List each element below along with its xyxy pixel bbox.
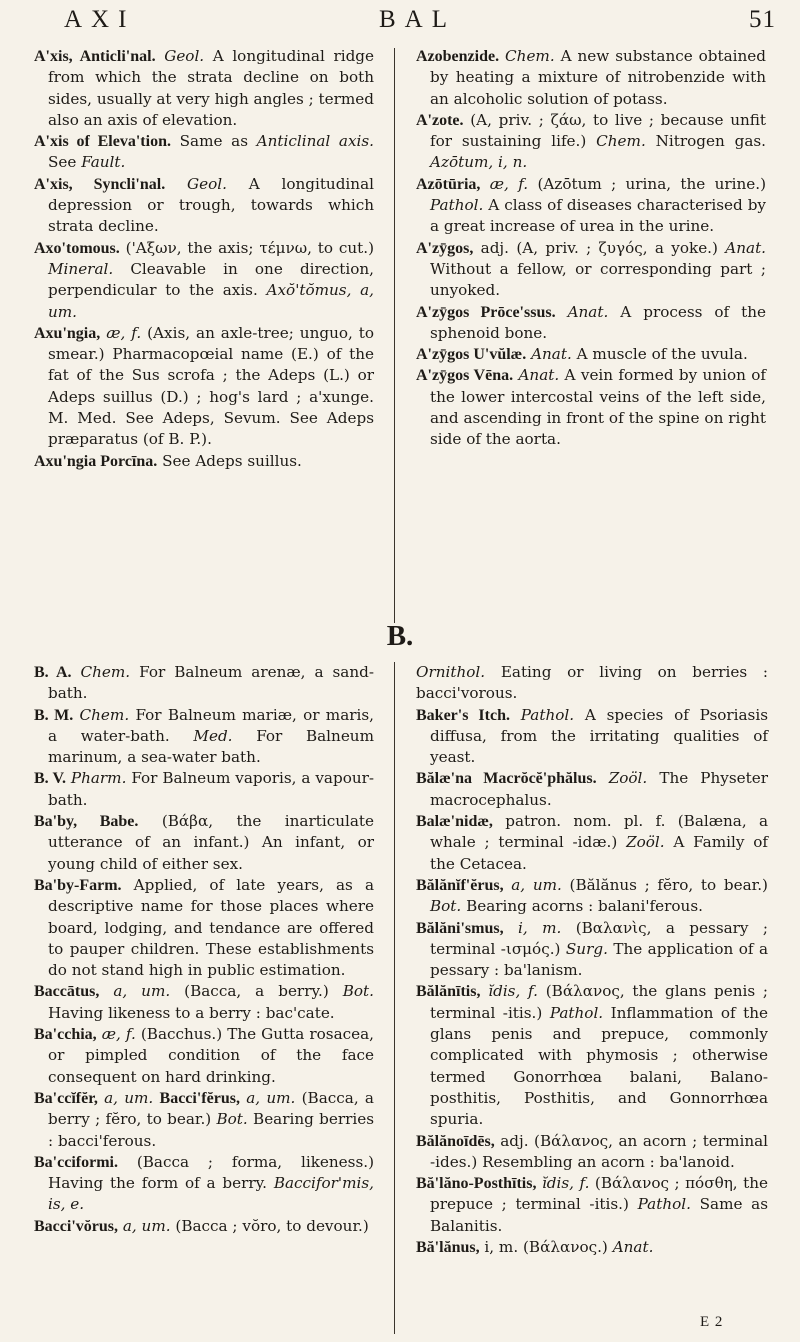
field-tag: Pathol. [549,1003,604,1022]
field-tag: Pathol. [520,705,575,724]
entry-baccivorus-continued [416,662,768,705]
field-tag: Anat. [567,302,609,321]
field-tag: Chem. [79,705,130,724]
grammar: æ, f. [101,1025,136,1044]
definition: Same as Balanitis. [430,1195,769,1235]
headword: Axu'ngia Porcīna. [34,452,158,470]
headword: Azobenzide. [416,48,500,65]
headword: A'xis, Anticli'nal. [34,48,156,65]
entry-balanismus [416,918,768,982]
etymology: ('Aξων, the axis; τέμνω, to cut.) [125,238,374,257]
field-tag: Pathol. [430,196,484,215]
field-tag: Anat. [531,345,572,364]
field-tag: Zoöl. [608,769,648,788]
definition: A class of diseases characterised by a great increase of urea in the urine. [430,196,767,236]
field-tag: Pharm. [70,769,127,788]
grammar: ĭdis, f. [488,982,538,1001]
definition: Same as [179,132,248,151]
entry-axis-anticlinal [34,46,374,131]
column-bottom-left [34,662,374,1237]
definition: Nitrogen gas. [655,132,767,151]
definition: A species of Psoriasis diffusa, from the irritating qualities of yeast. [430,705,769,767]
headword: Ba'cchia, [34,1026,97,1044]
etymology: (Bacca, a berry.) [184,982,329,1001]
grammar: æ, f. [106,323,142,342]
field-tag: Anat. [612,1238,654,1257]
field-tag: Bot. [430,897,462,916]
definition: A muscle of the uvula. [576,345,748,364]
grammar: a, um. [104,1088,154,1107]
column-divider [394,662,395,1334]
entry-balaena [416,768,768,811]
entry-balano-posthitis [416,1173,768,1237]
definition: A new substance obtained by heating a mixture of nitrobenzide with an alcoholic solution of potass. [430,47,767,108]
grammar: ĭdis, f. [541,1174,590,1193]
headword: Bălănĭf'ĕrus, [416,876,504,894]
headword: Bălăni'smus, [416,919,504,937]
grammar: adj. [500,1131,529,1150]
headword: A'zȳgos Vēna. [416,367,514,385]
headword: Bacci'vŏrus, [34,1217,118,1235]
field-tag: Zoöl. [626,833,665,852]
headword: Baker's Itch. [416,706,510,724]
grammar: a, um. [246,1088,296,1107]
definition: See Adeps suillus. [162,451,302,470]
definition: Applied, of late years, as a descriptive name for those places where board, lodging, and tendance are offered to pauper children. These establishments do not stand high in public estimation. [48,875,375,980]
headword: Ba'ccĭfĕr, [34,1089,98,1107]
definition: Eating or living on berries : bacci'vorous. [416,663,769,703]
entry-axis-elevation [34,131,374,174]
etymology: (Bacca ; vŏro, to devour.) [175,1216,369,1235]
running-head-left: AXI [64,6,136,33]
etymology: (Βαλανὶς, a pessary ; terminal -ισμός.) [430,918,769,958]
etymology: (Βάλανος.) [523,1238,608,1257]
headword: Baccātus, [34,983,100,1001]
field-tag: Chem. [80,663,131,681]
definition: For Balneum vaporis, a vapour-bath. [48,769,375,809]
field-tag: Anat. [725,238,767,257]
definition: Bearing berries : bacci'ferous. [48,1110,374,1150]
definition: (Bacchus.) The Gutta rosacea, or pimpled condition of the face consequent on hard drinking. [48,1025,375,1086]
definition: A process of the sphenoid bone. [430,302,767,342]
field-tag: Bot. [342,982,374,1001]
entry-balaniferus [416,875,768,918]
definition: For Balneum mariæ, or maris, a water-bath. [48,705,375,745]
latin-forms: Axŏ'tŏmus, a, um. [48,281,374,321]
definition: (Bacca ; forma, likeness.) Having the form of a berry. [48,1152,374,1193]
etymology: (Βάλανος, the glans penis ; terminal -itis.) [430,982,769,1022]
entry-b-a [34,662,374,705]
entry-baccivorus [34,1216,374,1237]
definition: Bearing acorns : balani'ferous. [466,897,703,916]
definition: The application of a pessary : ba'lanism. [430,939,769,980]
entry-azygos-vena [416,365,766,450]
grammar: adj. [480,238,509,257]
entry-axis-synclinal [34,174,374,238]
definition: Inflammation of the glans penis and prepuce, commonly complicated with phymosis ; otherwise termed Gonorrhœa balani, Balano-posthitis, Posthitis, and Gonnorrhœa spuria. [430,1003,769,1129]
column-top-left [34,46,374,472]
field-tag: Chem. [505,47,555,65]
headword: Bălănoīdēs, [416,1132,495,1150]
entry-balanoides [416,1131,768,1174]
column-divider [394,48,395,623]
definition: A longitudinal ridge from which the strata decline on both sides, usually at very high angles ; termed also an axis of elevation. [48,47,374,129]
headword: B. V. [34,770,66,788]
entry-axungia-porcina [34,451,374,472]
entry-azygos [416,238,766,302]
field-tag: Mineral. [48,259,114,278]
headword: Ba'by, Babe. [34,813,139,831]
field-tag: Ornithol. [416,663,486,681]
headword: Axo'tomous. [34,239,120,257]
field-tag: Bot. [216,1110,248,1129]
grammar: i, m. [484,1238,519,1257]
etymology: (Bacca, a berry ; fĕro, to bear.) [48,1088,374,1129]
definition: Cleavable in one direction, perpendicular to the axis. [48,259,374,300]
grammar: a, um. [511,875,562,894]
entry-baccatus [34,981,374,1024]
headword: Bălănītis, [416,983,481,1001]
entry-azygos-uvulae [416,344,766,365]
definition: A longitudinal depression or trough, towards which strata decline. [48,174,374,236]
entry-b-v [34,768,374,811]
etymology: (Azōtum ; urina, the urine.) [537,174,767,193]
entry-balaenidae [416,811,768,875]
latin-forms: Azōtum, i, n. [430,153,528,172]
entry-bacciformis [34,1152,374,1216]
cross-reference: Anticlinal axis. [256,132,375,151]
field-tag: Anat. [518,366,560,385]
entry-baccifer [34,1088,374,1152]
entry-balanitis [416,981,768,1130]
headword: A'xis, Syncli'nal. [34,175,166,193]
grammar: i, m. [518,918,562,937]
running-head-center: BAL [379,6,456,33]
headword: Azōtūria, [416,175,481,193]
cross-reference: Fault. [81,153,126,172]
grammar: a, um. [122,1216,171,1235]
definition: For Balneum marinum, a sea-water bath. [48,726,374,767]
headword: A'zȳgos, [416,239,474,257]
column-top-right [416,46,766,451]
headword: A'zȳgos Prōce'ssus. [416,303,556,321]
headword: A'xis of Eleva'tion. [34,133,171,151]
headword: B. A. [34,664,72,681]
entry-azote [416,110,766,174]
entry-azoturia [416,174,766,238]
entry-balanus [416,1237,768,1258]
entry-baby [34,811,374,875]
entry-bacchia [34,1024,374,1088]
headword: Bacci'fĕrus, [159,1089,240,1107]
headword: Ba'cciformi. [34,1153,118,1171]
entry-azobenzide [416,46,766,110]
etymology: (Bălănus ; fĕro, to bear.) [569,875,768,894]
field-tag: Geol. [186,174,227,193]
page-number: 51 [749,6,776,33]
grammar: patron. nom. pl. f. [505,812,666,831]
field-tag: Chem. [596,132,646,151]
etymology: (Βάλανος ; πόσθη, the prepuce ; terminal -itis.) [430,1174,768,1214]
definition: (Axis, an axle-tree; unguo, to smear.) Pharmacopœial name (E.) of the fat of the Sus scrofa ; the Adeps (L.) or Adeps suillus (D.) ; hog's lard ; a'xunge. M. Med. See Adeps, Sevum. See Adeps præparatus (of B. P.). [48,323,375,449]
definition: A vein formed by union of the lower intercostal veins of the left side, and ascending in front of the spine on right side of the aorta. [430,366,766,449]
headword: Axu'ngia, [34,324,101,342]
entry-axotomous [34,238,374,323]
column-bottom-right [416,662,768,1258]
headword: Balæ'nidæ, [416,813,493,831]
etymology: (Balæna, a whale ; terminal -idæ.) [430,812,769,852]
headword: Ba'by-Farm. [34,876,122,894]
headword: Bălæ'na Macrŏcĕ'phălus. [416,770,597,788]
grammar: æ, f. [489,174,529,193]
definition: For Balneum arenæ, a sand-bath. [48,663,374,703]
entry-b-m [34,705,374,769]
definition: Having likeness to a berry : bac'cate. [48,1003,335,1022]
field-tag: Surg. [565,939,608,958]
field-tag: Pathol. [637,1195,691,1214]
definition: Without a fellow, or corresponding part ; unyoked. [430,259,766,300]
definition: The Physeter macrocephalus. [430,769,769,809]
entry-bakers-itch [416,705,768,769]
definition: A Family of the Cetacea. [430,833,769,873]
signature-mark: E 2 [700,1314,724,1330]
section-letter: B. [386,620,414,652]
headword: A'zȳgos U'vŭlæ. [416,346,527,364]
headword: Bă'lăno-Posthītis, [416,1175,537,1193]
definition: (Βάβα, the inarticulate utterance of an infant.) An infant, or young child of either sex. [48,812,374,873]
entry-azygos-processus [416,302,766,345]
entry-axungia [34,323,374,451]
field-tag: Med. [193,726,233,745]
running-head [24,6,776,40]
definition: See [48,153,77,172]
etymology: (A, priv. ; ζυγός, a yoke.) [516,238,718,257]
headword: B. M. [34,706,74,724]
etymology: (A, priv. ; ζάω, to live ; because unfit for sustaining life.) [430,110,767,151]
latin-forms: Baccifor'mis, is, e. [48,1174,374,1214]
field-tag: Geol. [164,47,205,65]
headword: A'zote. [416,111,464,129]
grammar: a, um. [113,982,171,1001]
entry-baby-farm [34,875,374,981]
definition: (Βάλανος, an acorn ; terminal -ides.) Resembling an acorn : ba'lanoid. [430,1131,769,1171]
headword: Bă'lănus, [416,1239,480,1257]
